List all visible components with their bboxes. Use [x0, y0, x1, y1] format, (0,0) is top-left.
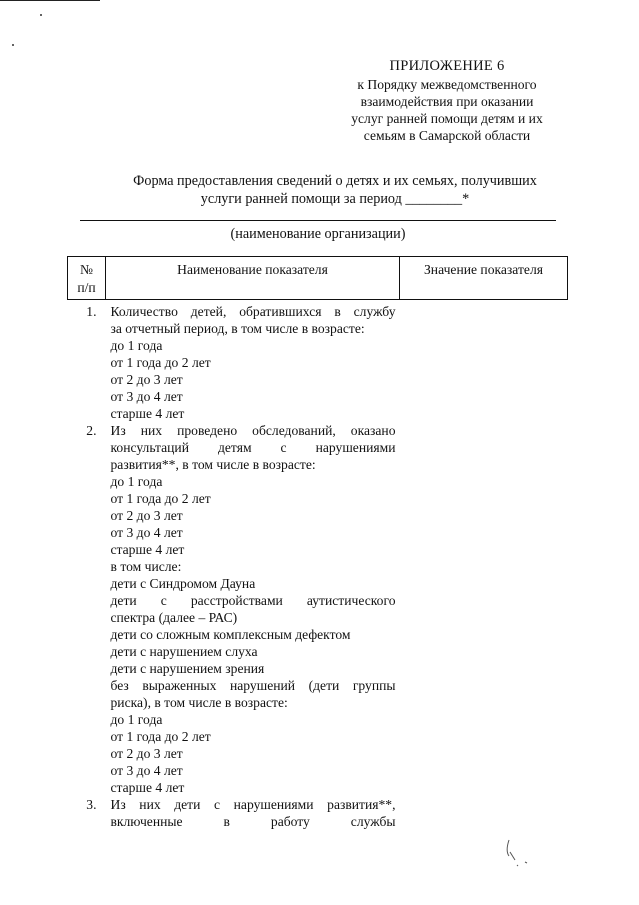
indicator-line: старше 4 лет	[110, 542, 185, 557]
appendix-heading: ПРИЛОЖЕНИЕ 6	[389, 58, 505, 74]
indicator-line: от 1 года до 2 лет	[110, 729, 211, 744]
indicator-line: спектра (далее – РАС)	[110, 610, 238, 625]
indicator-line: от 3 до 4 лет	[110, 525, 183, 540]
indicator-line: дети с Синдромом Дауна	[110, 576, 256, 591]
indicator-line: включенные в работу службы	[110, 814, 396, 829]
table-row	[68, 300, 568, 423]
indicator-line: консультаций детям с нарушениями	[110, 440, 396, 455]
form-title	[95, 172, 575, 208]
row-indicator	[106, 796, 400, 830]
organization-label: (наименование организации)	[230, 226, 406, 242]
table-header-row	[68, 257, 568, 300]
indicator-line: дети с нарушением слуха	[110, 644, 258, 659]
indicator-line: дети с нарушением зрения	[110, 661, 265, 676]
indicator-line: старше 4 лет	[110, 780, 185, 795]
row-value	[400, 796, 568, 830]
row-number: 2.	[86, 423, 97, 438]
scan-speck	[12, 44, 14, 46]
pen-mark	[503, 838, 533, 868]
indicator-line: от 3 до 4 лет	[110, 389, 183, 404]
header-indicator-name: Наименование показателя	[106, 257, 400, 300]
indicator-line: от 1 года до 2 лет	[110, 355, 211, 370]
appendix-block	[318, 58, 576, 144]
appendix-line: услуг ранней помощи детям и их	[351, 111, 543, 126]
indicator-line: развития**, в том числе в возрасте:	[110, 457, 316, 472]
indicator-line: от 3 до 4 лет	[110, 763, 183, 778]
appendix-line: семьям в Самарской области	[363, 128, 531, 143]
indicator-line: риска), в том числе в возрасте:	[110, 695, 288, 710]
indicator-line: в том числе:	[110, 559, 182, 574]
row-value	[400, 300, 568, 423]
indicator-line: без выраженных нарушений (дети группы	[110, 678, 396, 693]
indicator-line: дети со сложным комплексным дефектом	[110, 627, 351, 642]
indicator-line: за отчетный период, в том числе в возрасте:	[110, 321, 365, 336]
table-row	[68, 422, 568, 796]
indicator-line: старше 4 лет	[110, 406, 185, 421]
indicator-line: до 1 года	[110, 474, 163, 489]
indicator-line: до 1 года	[110, 712, 163, 727]
indicator-line: Из них дети с нарушениями развития**,	[110, 797, 396, 812]
form-title-line: услуги ранней помощи за период ________*	[200, 191, 470, 207]
header-number-text: № п/п	[77, 262, 96, 295]
header-number	[68, 257, 106, 300]
indicator-line: от 1 года до 2 лет	[110, 491, 211, 506]
row-value	[400, 422, 568, 796]
appendix-line: к Порядку межведомственного	[357, 77, 537, 92]
row-indicator	[106, 300, 400, 423]
appendix-line: взаимодействия при оказании	[360, 94, 534, 109]
scan-speck	[40, 14, 42, 16]
indicator-line: дети с расстройствами аутистического	[110, 593, 396, 608]
indicators-table	[67, 256, 568, 830]
indicator-line: от 2 до 3 лет	[110, 746, 183, 761]
indicator-line: Из них проведено обследований, оказано	[110, 423, 396, 438]
row-number: 3.	[86, 797, 97, 812]
header-indicator-value: Значение показателя	[400, 257, 568, 300]
organization-name-line	[80, 220, 556, 221]
indicator-line: Количество детей, обратившихся в службу	[110, 304, 396, 319]
indicator-line: от 2 до 3 лет	[110, 372, 183, 387]
row-number: 1.	[86, 304, 97, 319]
table-row	[68, 796, 568, 830]
row-indicator	[106, 422, 400, 796]
indicator-line: от 2 до 3 лет	[110, 508, 183, 523]
form-title-line: Форма предоставления сведений о детях и их семьях, получивших	[133, 173, 537, 189]
indicator-line: до 1 года	[110, 338, 163, 353]
scan-edge-line	[0, 0, 100, 1]
